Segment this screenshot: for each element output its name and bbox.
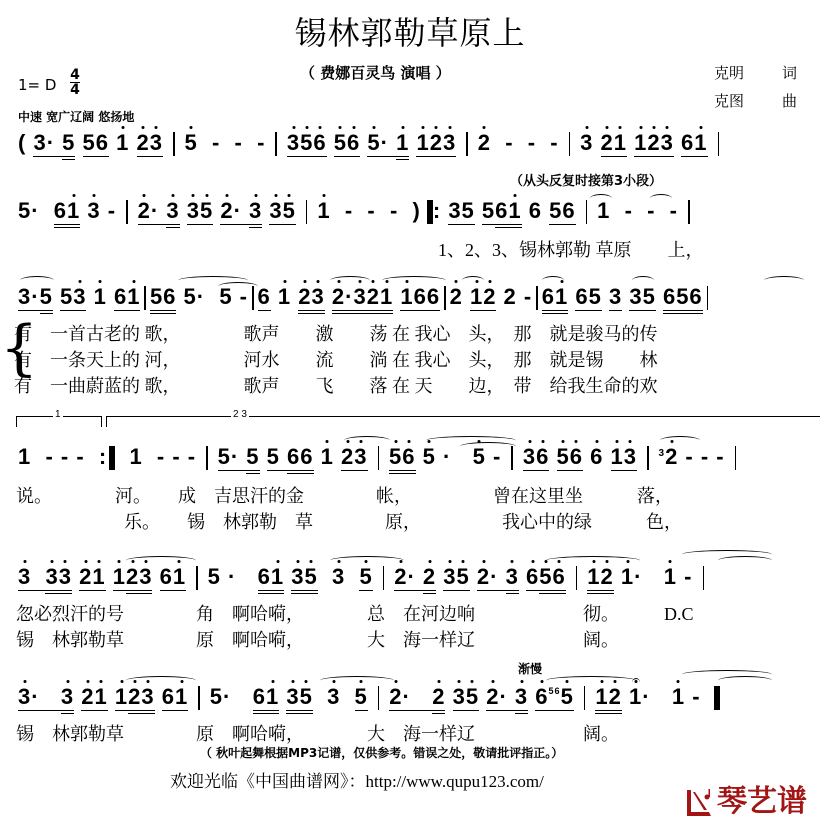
score-line-6: 3· 3 21 123 61 5· 61 35 3 5 2· 2 35 2· 3 6$^{56}$5 12 1· 1 - <box>18 684 720 710</box>
slur <box>126 556 196 565</box>
transcriber-note: （ 秋叶起舞根据MP3记谱，仅供参考。错误之处，敬请批评指正。） <box>200 746 564 760</box>
time-sig-top: 4 <box>70 67 80 83</box>
slur <box>718 676 772 685</box>
slur <box>660 436 700 445</box>
slur <box>218 282 258 291</box>
lyric-line-2: 1、2、3、锡林郭勒 草原 上， <box>438 240 704 260</box>
slur <box>546 556 640 565</box>
tempo-marking: 中速 宽广辽阔 悠扬地 <box>18 110 135 124</box>
score-line-3: 3·5 53 1 61 56 5· 5 - 6 1 23 2·321 166 2 12 2 - 61 65 3 35 656 <box>18 284 712 310</box>
composer-name: 克图 <box>714 92 745 110</box>
time-signature <box>70 68 80 97</box>
lyric-line-3-verse-3: 有 一曲蔚蓝的 歌， 歌声 飞 落 在 天 边， 带 给我生命的欢 <box>14 376 658 396</box>
slur <box>460 442 516 451</box>
website-welcome[interactable]: 欢迎光临《中国曲谱网》：http://www.qupu123.com/ <box>170 772 544 791</box>
lyric-line-6: 锡 林郭勒草 原 啊哈嗬， 大 海一样辽 阔。 <box>16 724 619 744</box>
slur <box>330 556 404 565</box>
slur <box>382 276 446 285</box>
song-title: 锡林郭勒草原上 <box>294 14 526 52</box>
time-sig-bottom: 4 <box>70 82 80 98</box>
grace-note: 56 <box>548 686 561 696</box>
lyric-line-3-verse-1: 有 一首古老的 歌， 歌声 激 荡 在 我心 头， 那 就是骏马的传 <box>14 324 658 344</box>
slur <box>650 194 672 203</box>
slur <box>462 276 484 285</box>
score-line-5: 3 33 21 123 61 5 · 61 35 3 5 2· 2 35 2· 3 656 12 1· 1 - <box>18 564 714 590</box>
logo-text: 琴艺谱 <box>717 784 807 819</box>
lyric-line-5-verse-2: 锡 林郭勒草 原 啊哈嗬， 大 海一样辽 阔。 <box>16 630 619 650</box>
slur <box>764 276 804 285</box>
qinyipu-logo <box>685 776 807 820</box>
lyric-line-3-verse-2: 有 一条天上的 河， 河水 流 淌 在 我心 头， 那 就是锡 林 <box>14 350 658 370</box>
composer-role: 曲 <box>782 92 798 110</box>
performer-credit: （ 费娜百灵鸟 演唱 ） <box>300 64 451 82</box>
slur <box>542 276 564 285</box>
lyric-line-5-verse-1: 忽必烈汗的号 角 啊哈嗬， 总 在河边响 彻。 D.C <box>16 604 694 624</box>
slur <box>330 276 370 285</box>
slur <box>320 676 394 685</box>
key-signature: 1= D <box>18 76 57 94</box>
lyricist-name: 克明 <box>714 64 745 82</box>
volta-1-label: 1 <box>55 409 61 420</box>
score-line-1: ( 3· 5 56 1 23 5 - - - 356 56 5· 1 123 2 - - - 3 21 123 61 <box>18 130 729 156</box>
slur <box>546 676 636 685</box>
verse-brace: { <box>0 313 39 383</box>
repeat-instruction: （从头反复时接第3小段） <box>510 174 663 189</box>
slur <box>126 676 196 685</box>
tempo-ritardando: 渐慢 <box>518 662 543 676</box>
slur <box>20 276 54 285</box>
slur <box>632 276 654 285</box>
score-line-4: 1 - - - : 1 - - - 5· 5 5 66 1 23 56 5 · 5 - 36 56 6 13 $^3$2 - - - <box>18 444 746 470</box>
lyricist-role: 词 <box>782 64 798 82</box>
fermata <box>632 678 640 687</box>
logo-music-icon <box>685 788 713 818</box>
slur <box>718 556 772 565</box>
volta-bracket-2-3 <box>106 409 820 427</box>
volta-bracket-1 <box>16 409 102 427</box>
slur <box>344 436 390 445</box>
score-line-2: 5· 61 3 - 2· 3 35 2· 3 35 1 - - - ) : 35 561 6 56 1 - - - <box>18 198 700 224</box>
lyric-line-4-verse-2: 乐。 锡 林郭勒 草 原， 我心中的绿 色， <box>16 512 682 532</box>
volta-2-3-label: 2 3 <box>233 409 247 420</box>
lyric-line-4-verse-1: 说。 河。 成 吉思汗的金 帐， 曾在这里坐 落， <box>16 486 673 506</box>
slur <box>590 194 612 203</box>
